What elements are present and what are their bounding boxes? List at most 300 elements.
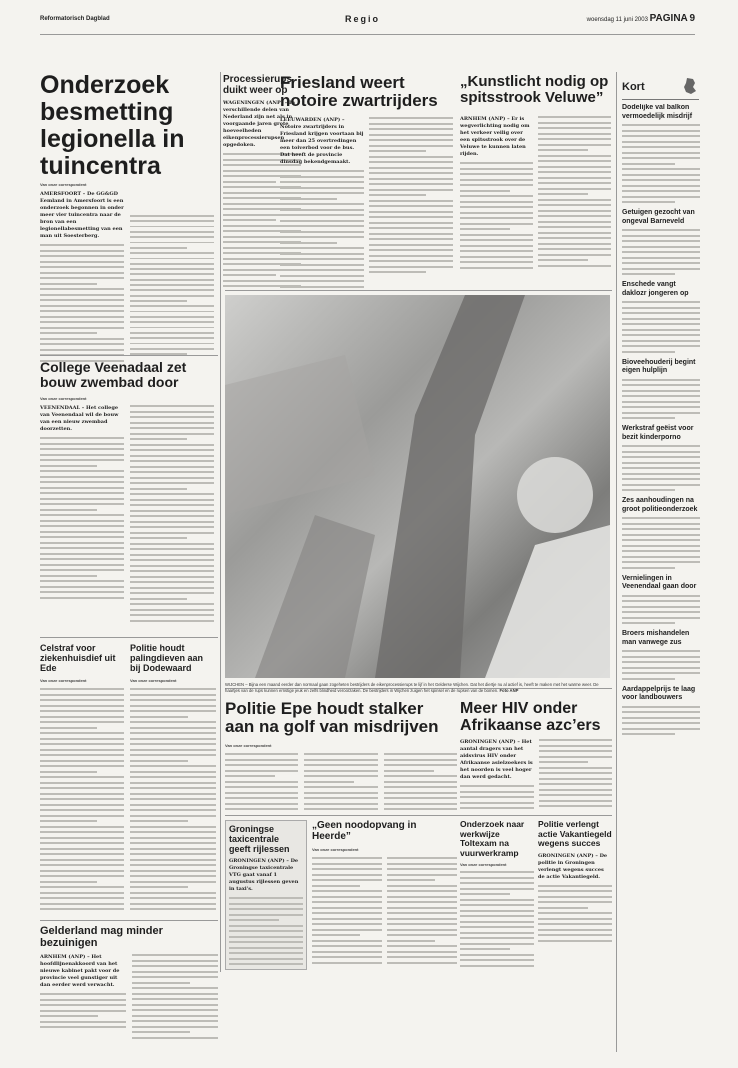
text-line bbox=[539, 750, 613, 752]
text-line bbox=[387, 874, 457, 876]
text-line bbox=[229, 936, 303, 938]
text-line bbox=[622, 340, 700, 342]
text-line bbox=[40, 903, 124, 905]
text-line bbox=[369, 150, 426, 152]
text-line bbox=[369, 238, 453, 240]
text-line bbox=[538, 890, 612, 892]
text-line bbox=[40, 299, 124, 301]
text-line bbox=[40, 804, 124, 806]
text-line bbox=[622, 301, 700, 303]
kort-item-title: Dodelijke val balkon vermoedelijk misdrijf bbox=[622, 104, 693, 120]
text-line bbox=[40, 765, 124, 767]
text-line bbox=[622, 379, 700, 381]
text-line bbox=[538, 122, 611, 124]
text-line bbox=[40, 771, 97, 773]
text-line bbox=[130, 460, 214, 462]
heerde-body bbox=[312, 857, 457, 964]
page-number: 9 bbox=[689, 13, 695, 24]
text-line bbox=[538, 155, 611, 157]
kort-item-title: Enschede vangt daklozr jongeren op bbox=[622, 281, 689, 297]
text-line bbox=[40, 261, 124, 263]
text-line bbox=[369, 134, 453, 136]
text-line bbox=[622, 567, 675, 569]
text-line bbox=[622, 246, 700, 248]
headline-vakantiegeld: Politie verlengt actie Vakantiegeld wegens succes bbox=[538, 820, 612, 848]
text-line bbox=[304, 753, 377, 755]
article-toltexam bbox=[460, 820, 534, 970]
text-line bbox=[130, 831, 216, 833]
column-rule bbox=[225, 290, 612, 291]
text-line bbox=[622, 334, 700, 336]
text-line bbox=[130, 466, 214, 468]
text-line bbox=[387, 896, 457, 898]
text-line bbox=[40, 694, 124, 696]
text-line bbox=[460, 915, 534, 917]
text-line bbox=[229, 914, 303, 916]
text-line bbox=[460, 899, 534, 901]
photo-processierups bbox=[225, 295, 610, 678]
text-line bbox=[622, 163, 675, 165]
body-lines bbox=[622, 445, 700, 491]
text-line bbox=[538, 204, 611, 206]
text-line bbox=[40, 310, 124, 312]
column-rule bbox=[40, 637, 218, 638]
byline-celstraf: Van onze correspondent bbox=[40, 678, 87, 683]
text-line bbox=[130, 837, 216, 839]
text-line bbox=[460, 937, 534, 939]
text-line bbox=[312, 896, 382, 898]
text-line bbox=[538, 232, 611, 234]
text-line bbox=[130, 316, 214, 318]
text-line bbox=[312, 863, 382, 865]
body-lines bbox=[130, 688, 216, 910]
text-line bbox=[132, 1026, 218, 1028]
body-lines bbox=[40, 437, 124, 599]
lead-groningse: GRONINGEN (ANP) – De Groningse taxicentrale VTG gaat vanaf 1 augustus rijlessen geven in taxi's. bbox=[229, 858, 299, 892]
headline-veluwe: „Kunstlicht nodig op spitsstrook Veluwe” bbox=[460, 74, 609, 106]
text-line bbox=[369, 244, 453, 246]
text-line bbox=[223, 181, 276, 183]
text-line bbox=[130, 581, 214, 583]
text-line bbox=[460, 173, 533, 175]
text-line bbox=[622, 135, 700, 137]
text-line bbox=[460, 791, 534, 793]
text-line bbox=[40, 710, 124, 712]
text-line bbox=[225, 759, 298, 761]
text-line bbox=[130, 537, 187, 539]
article-epe bbox=[225, 700, 457, 810]
text-line bbox=[387, 923, 457, 925]
text-line bbox=[229, 908, 303, 910]
text-line bbox=[132, 982, 190, 984]
text-line bbox=[304, 786, 377, 788]
text-line bbox=[304, 781, 354, 783]
text-line bbox=[130, 438, 187, 440]
text-line bbox=[460, 190, 510, 192]
text-line bbox=[130, 710, 216, 712]
lead-veenendaal: VEENENDAAL – Het college van Veenendaal wil de bouw van een nieuw zwembad doorzetten. bbox=[40, 405, 119, 432]
text-line bbox=[130, 798, 216, 800]
text-line bbox=[130, 532, 214, 534]
text-line bbox=[538, 116, 611, 118]
text-line bbox=[538, 940, 612, 942]
kort-label: Kort bbox=[622, 81, 645, 93]
text-line bbox=[622, 672, 700, 674]
kort-item bbox=[622, 359, 700, 420]
text-line bbox=[130, 247, 187, 249]
text-line bbox=[130, 603, 214, 605]
article-vakantiegeld bbox=[538, 820, 612, 970]
text-line bbox=[130, 559, 214, 561]
text-line bbox=[229, 941, 303, 943]
text-line bbox=[460, 250, 533, 252]
text-line bbox=[130, 284, 214, 286]
text-line bbox=[280, 275, 364, 277]
text-line bbox=[225, 803, 298, 805]
text-line bbox=[622, 174, 700, 176]
text-line bbox=[384, 803, 457, 805]
text-line bbox=[304, 792, 377, 794]
byline-epe: Van onze correspondent bbox=[225, 743, 272, 748]
text-line bbox=[622, 251, 700, 253]
text-line bbox=[369, 255, 453, 257]
text-line bbox=[460, 910, 534, 912]
text-line bbox=[387, 890, 457, 892]
text-line bbox=[460, 882, 534, 884]
text-line bbox=[40, 525, 124, 527]
text-line bbox=[460, 954, 534, 956]
text-line bbox=[539, 778, 613, 780]
text-line bbox=[130, 694, 216, 696]
text-line bbox=[460, 965, 534, 967]
text-line bbox=[369, 271, 426, 273]
text-line bbox=[622, 517, 700, 519]
text-line bbox=[460, 217, 533, 219]
text-line bbox=[622, 706, 700, 708]
text-line bbox=[130, 252, 214, 254]
text-line bbox=[304, 797, 377, 799]
text-line bbox=[40, 316, 124, 318]
body-lines bbox=[460, 162, 533, 269]
text-line bbox=[40, 897, 124, 899]
text-line bbox=[130, 471, 214, 473]
text-line bbox=[622, 678, 675, 680]
text-line bbox=[130, 614, 214, 616]
text-line bbox=[130, 859, 216, 861]
text-line bbox=[538, 138, 611, 140]
text-line bbox=[40, 787, 124, 789]
text-line bbox=[225, 775, 275, 777]
text-line bbox=[538, 248, 611, 250]
text-line bbox=[622, 722, 700, 724]
text-line bbox=[538, 265, 611, 267]
text-line bbox=[132, 965, 218, 967]
text-line bbox=[312, 918, 382, 920]
text-line bbox=[460, 904, 534, 906]
text-line bbox=[225, 781, 298, 783]
text-line bbox=[538, 929, 612, 931]
body-lines bbox=[622, 379, 700, 420]
text-line bbox=[130, 215, 214, 217]
text-line bbox=[369, 227, 453, 229]
text-line bbox=[280, 253, 364, 255]
text-line bbox=[622, 390, 700, 392]
text-line bbox=[40, 1015, 98, 1017]
lead-vakantiegeld: GRONINGEN (ANP) – De politie in Groningen verlengt wegens succes de actie Vakantiegeld. bbox=[538, 852, 608, 880]
text-line bbox=[369, 205, 453, 207]
veluwe-col1 bbox=[460, 116, 533, 286]
text-line bbox=[460, 807, 534, 809]
text-line bbox=[130, 570, 214, 572]
text-line bbox=[304, 803, 377, 805]
text-line bbox=[539, 756, 613, 758]
text-line bbox=[229, 963, 303, 965]
text-line bbox=[622, 323, 700, 325]
text-line bbox=[40, 826, 124, 828]
text-line bbox=[460, 162, 533, 164]
text-line bbox=[622, 268, 700, 270]
text-line bbox=[538, 166, 611, 168]
text-line bbox=[384, 775, 457, 777]
text-line bbox=[460, 888, 534, 890]
text-line bbox=[223, 274, 276, 276]
text-line bbox=[40, 908, 124, 910]
text-line bbox=[312, 940, 382, 942]
text-line bbox=[369, 249, 453, 251]
friesland-col2 bbox=[369, 117, 453, 289]
text-line bbox=[622, 179, 700, 181]
headline-gelderland: Gelderland mag minder bezuinigen bbox=[40, 925, 163, 949]
text-line bbox=[538, 918, 612, 920]
text-line bbox=[130, 332, 214, 334]
text-line bbox=[622, 733, 675, 735]
text-line bbox=[622, 157, 700, 159]
text-line bbox=[40, 1010, 126, 1012]
text-line bbox=[460, 926, 534, 928]
text-line bbox=[369, 233, 453, 235]
article-gelderland bbox=[40, 925, 218, 1045]
text-line bbox=[622, 312, 700, 314]
text-line bbox=[312, 951, 382, 953]
text-line bbox=[130, 300, 187, 302]
text-line bbox=[538, 907, 588, 909]
text-line bbox=[130, 295, 214, 297]
text-line bbox=[40, 244, 124, 246]
text-line bbox=[622, 561, 700, 563]
text-line bbox=[539, 805, 613, 807]
text-line bbox=[312, 874, 382, 876]
text-line bbox=[460, 871, 534, 873]
text-line bbox=[130, 688, 216, 690]
text-line bbox=[225, 797, 298, 799]
text-line bbox=[132, 960, 218, 962]
text-line bbox=[369, 156, 453, 158]
text-line bbox=[387, 912, 457, 914]
text-line bbox=[538, 210, 611, 212]
text-line bbox=[40, 760, 124, 762]
text-line bbox=[622, 556, 700, 558]
text-line bbox=[622, 273, 675, 275]
text-line bbox=[280, 264, 364, 266]
text-line bbox=[387, 956, 457, 958]
text-line bbox=[130, 771, 216, 773]
text-line bbox=[384, 792, 457, 794]
text-line bbox=[40, 580, 124, 582]
text-line bbox=[312, 879, 382, 881]
text-line bbox=[229, 947, 303, 949]
text-line bbox=[460, 802, 534, 804]
text-line bbox=[538, 885, 612, 887]
text-line bbox=[130, 554, 214, 556]
text-line bbox=[40, 892, 124, 894]
text-line bbox=[312, 956, 382, 958]
lead-processierups: WAGENINGEN (ANP) – In verschillende delen van Nederland zijn net als in voorgaande jaren grote hoeveelheden eikenprocessierupsen opgedoken. bbox=[223, 100, 296, 148]
text-line bbox=[538, 215, 611, 217]
text-line bbox=[538, 901, 612, 903]
text-line bbox=[384, 786, 457, 788]
kort-item-title: Broers mishandelen man vanwege zus bbox=[622, 630, 690, 646]
photo-illustration bbox=[225, 295, 610, 678]
text-line bbox=[130, 721, 216, 723]
text-line bbox=[538, 934, 612, 936]
kort-item bbox=[622, 497, 700, 569]
text-line bbox=[622, 534, 700, 536]
text-line bbox=[622, 229, 700, 231]
text-line bbox=[622, 451, 700, 453]
kort-item bbox=[622, 104, 700, 203]
kort-item bbox=[622, 575, 700, 625]
text-line bbox=[130, 416, 214, 418]
kort-item-title: Getuigen gezocht van ongeval Barneveld bbox=[622, 209, 695, 225]
text-line bbox=[40, 1004, 126, 1006]
text-line bbox=[130, 826, 216, 828]
veenendaal-col1 bbox=[40, 405, 124, 630]
text-line bbox=[130, 897, 216, 899]
text-line bbox=[40, 782, 124, 784]
text-line bbox=[460, 234, 533, 236]
text-line bbox=[40, 688, 124, 690]
article-groningse bbox=[225, 820, 307, 970]
byline-dodewaard: Van onze correspondent bbox=[130, 678, 177, 683]
text-line bbox=[130, 620, 214, 622]
text-line bbox=[229, 897, 303, 899]
text-line bbox=[40, 699, 124, 701]
text-line bbox=[369, 172, 453, 174]
body-lines bbox=[384, 753, 457, 810]
text-line bbox=[384, 808, 457, 810]
photo-caption bbox=[225, 682, 610, 693]
text-line bbox=[622, 478, 700, 480]
text-line bbox=[622, 445, 700, 447]
article-celstraf bbox=[40, 643, 124, 915]
text-line bbox=[130, 842, 216, 844]
text-line bbox=[538, 177, 611, 179]
text-line bbox=[40, 321, 124, 323]
text-line bbox=[387, 934, 457, 936]
text-line bbox=[369, 222, 453, 224]
text-line bbox=[130, 809, 216, 811]
text-line bbox=[387, 879, 435, 881]
text-line bbox=[369, 128, 453, 130]
text-line bbox=[387, 857, 457, 859]
text-line bbox=[622, 595, 700, 597]
article-friesland bbox=[280, 74, 452, 114]
text-line bbox=[460, 212, 533, 214]
text-line bbox=[132, 1004, 218, 1006]
text-line bbox=[130, 749, 216, 751]
text-line bbox=[460, 261, 533, 263]
text-line bbox=[280, 231, 364, 233]
column-rule bbox=[40, 920, 218, 921]
text-line bbox=[280, 225, 364, 227]
netherlands-map-icon bbox=[681, 77, 699, 95]
text-line bbox=[40, 338, 124, 340]
photo-credit: Foto ANP bbox=[499, 687, 519, 693]
text-line bbox=[369, 260, 453, 262]
text-line bbox=[538, 221, 611, 223]
body-lines bbox=[622, 517, 700, 569]
text-line bbox=[130, 820, 188, 822]
text-line bbox=[40, 305, 124, 307]
text-line bbox=[130, 515, 214, 517]
text-line bbox=[280, 236, 364, 238]
text-line bbox=[460, 245, 533, 247]
text-line bbox=[40, 503, 124, 505]
text-line bbox=[40, 837, 124, 839]
headline-dodewaard: Politie houdt palingdieven aan bij Dodewaard bbox=[130, 643, 204, 673]
body-lines bbox=[460, 871, 534, 970]
text-line bbox=[622, 345, 700, 347]
text-line bbox=[40, 853, 124, 855]
text-line bbox=[130, 754, 216, 756]
text-line bbox=[622, 190, 700, 192]
text-line bbox=[40, 531, 124, 533]
byline-heerde: Van onze correspondent bbox=[312, 847, 359, 852]
text-line bbox=[130, 903, 216, 905]
text-line bbox=[460, 267, 533, 269]
column-rule bbox=[40, 355, 218, 356]
body-lines bbox=[40, 993, 126, 1028]
text-line bbox=[225, 792, 298, 794]
text-line bbox=[130, 864, 216, 866]
text-line bbox=[225, 764, 298, 766]
text-line bbox=[538, 912, 612, 914]
text-line bbox=[312, 945, 382, 947]
text-line bbox=[40, 881, 97, 883]
text-line bbox=[387, 951, 457, 953]
text-line bbox=[40, 732, 124, 734]
text-line bbox=[40, 705, 124, 707]
lead-veluwe: ARNHEM (ANP) – Er is wegverlichting nodig om het verkeer veilig over een spitsstrook over de Veluwe te kunnen laten rijden. bbox=[460, 116, 530, 157]
headline-toltexam: Onderzoek naar werkwijze Toltexam na vuurwerkramp bbox=[460, 820, 525, 858]
text-line bbox=[622, 523, 700, 525]
headline-legionella: Onderzoek besmetting legionella in tuincentra bbox=[40, 72, 185, 180]
text-line bbox=[40, 591, 124, 593]
text-line bbox=[622, 395, 700, 397]
body-lines bbox=[622, 124, 700, 203]
text-line bbox=[40, 564, 124, 566]
text-line bbox=[387, 863, 457, 865]
text-line bbox=[384, 781, 457, 783]
text-line bbox=[225, 753, 298, 755]
text-line bbox=[130, 444, 214, 446]
text-line bbox=[369, 123, 453, 125]
text-line bbox=[387, 940, 435, 942]
text-line bbox=[622, 489, 675, 491]
text-line bbox=[130, 886, 188, 888]
lead-gelderland: ARNHEM (ANP) – Het hoofdlijnenakkoord van het nieuwe kabinet pakt voor de provincie veel gunstiger uit dan eerder werd verwacht. bbox=[40, 954, 120, 988]
text-line bbox=[40, 509, 97, 511]
